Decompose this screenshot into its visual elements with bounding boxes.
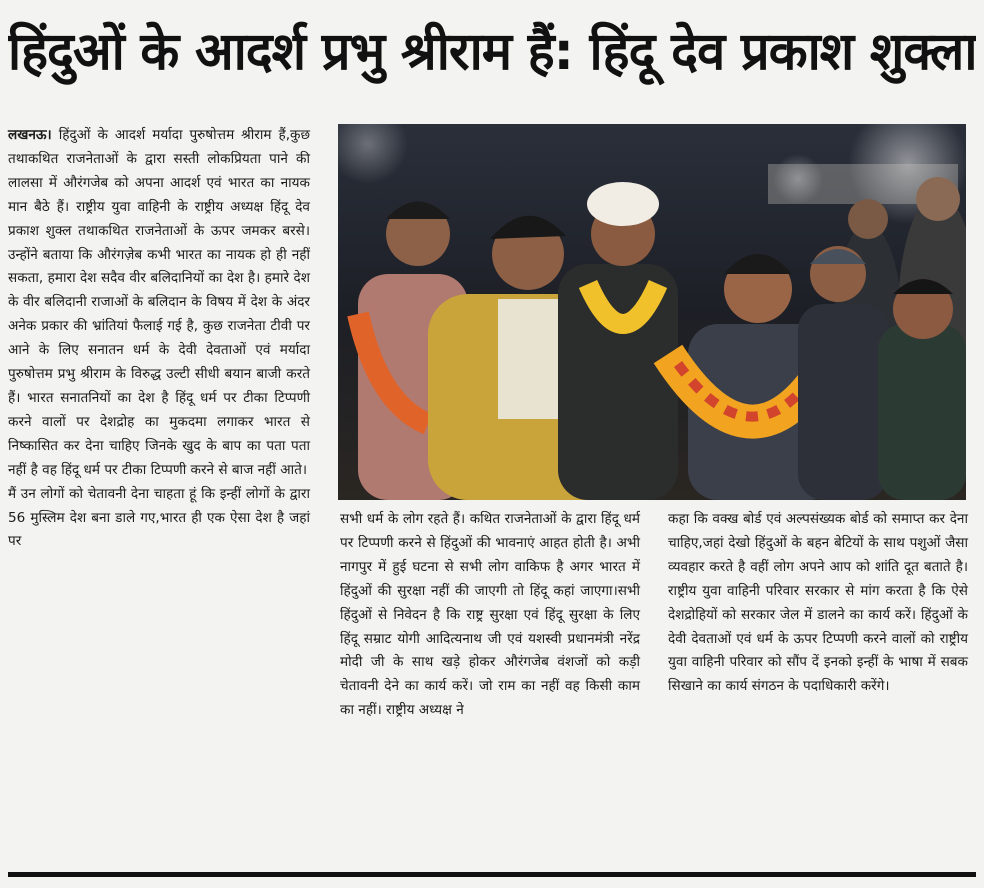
headline: हिंदुओं के आदर्श प्रभु श्रीराम हैं: हिंदू देव प्रकाश शुक्ला [8,22,976,82]
bottom-rule [8,872,976,877]
news-photo [338,124,966,500]
article-paragraph-4: कहा कि वक्ख बोर्ड एवं अल्पसंख्यक बोर्ड को समाप्त कर देना चाहिए,जहां देखो हिंदुओं के बहन बेटियों के साथ पशुओं जैसा व्यवहार करते है वहीं लोग अपने आप को शांति दूत बताते है।राष्ट्रीय युवा वाहिनी परिवार सरकार से मांग करता है कि ऐसे देशद्रोहियों को सरकार जेल में डालने का कार्य करें। हिंदुओं के देवी देवताओं एवं धर्म के ऊपर टिप्पणी करने वालों को राष्ट्रीय युवा वाहिनी परिवार को सौंप दें इनको इन्हीं के भाषा में सबक सिखाने का कार्य संगठन के पदाधिकारी करेंगे। [668,511,968,695]
article-paragraph-3: सभी धर्म के लोग रहते हैं। कथित राजनेताओं के द्वारा हिंदू धर्म पर टिप्पणी करने से हिंदुओं की भावनाएं आहत होती है। अभी नागपुर में हुई घटना से सभी लोग वाकिफ है अगर भारत में हिंदुओं की सुरक्षा नहीं की जाएगी तो हिंदू कहां जाएगा।सभी हिंदुओं से निवेदन है कि राष्ट्र सुरक्षा एवं हिंदू सुरक्षा के लिए हिंदू सम्राट योगी आदित्यनाथ जी एवं यशस्वी प्रधानमंत्री नरेंद्र मोदी जी के साथ खड़े होकर औरंगजेब वंशजों को कड़ी चेतावनी देने का कार्य करें। जो राम का नहीं वह किसी काम का नहीं। राष्ट्रीय अध्यक्ष ने [340,511,640,719]
article-column-1 [8,124,310,554]
article-paragraph-1-text: हिंदुओं के आदर्श मर्यादा पुरुषोत्तम श्रीराम हैं,कुछ तथाकथित राजनेताओं के द्वारा सस्ती लोकप्रियता पाने की लालसा में औरंगजेब को अपना आदर्श एवं भारत का नायक मान बैठे हैं। राष्ट्रीय युवा वाहिनी के राष्ट्रीय अध्यक्ष हिंदू देव प्रकाश शुक्ल तथाकथित राजनेताओं के ऊपर जमकर बरसे। उन्होंने बताया कि औरंगज़ेब कभी भारत का नायक हो ही नहीं सकता, हमारा देश सदैव वीर बलिदानियों का देश है। हमारे देश के वीर बलिदानी राजाओं के बलिदान के विषय में देश के अंदर अनेक प्रकार की भ्रांतियां फैलाई गई है, कुछ राजनेता टीवी पर आने के लिए सनातन धर्म के देवी देवताओं एवं मर्यादा पुरुषोत्तम प्रभु श्रीराम के विरुद्ध उल्टी सीधी बयान बाजी करते हैं। भारत सनातनियों का देश है हिंदू धर्म पर टीका टिप्पणी करने वालों पर देशद्रोह का मुकदमा लगाकर भारत से निष्कासित कर देना चाहिए जिनके खुद के बाप का पता पता नहीं है वह हिंदू धर्म पर टीका टिप्पणी करने से बाज नहीं आते। [8,127,310,478]
article-column-3 [668,508,968,699]
article-column-2 [340,508,640,723]
article-paragraph-1 [8,124,310,483]
article-paragraph-2: मैं उन लोगों को चेतावनी देना चाहता हूं कि इन्हीं लोगों के द्वारा 56 मुस्लिम देश बना डाले गए,भारत ही एक ऐसा देश है जहां पर [8,485,310,550]
group-garland-photo [338,124,966,500]
dateline: लखनऊ। [8,127,52,143]
